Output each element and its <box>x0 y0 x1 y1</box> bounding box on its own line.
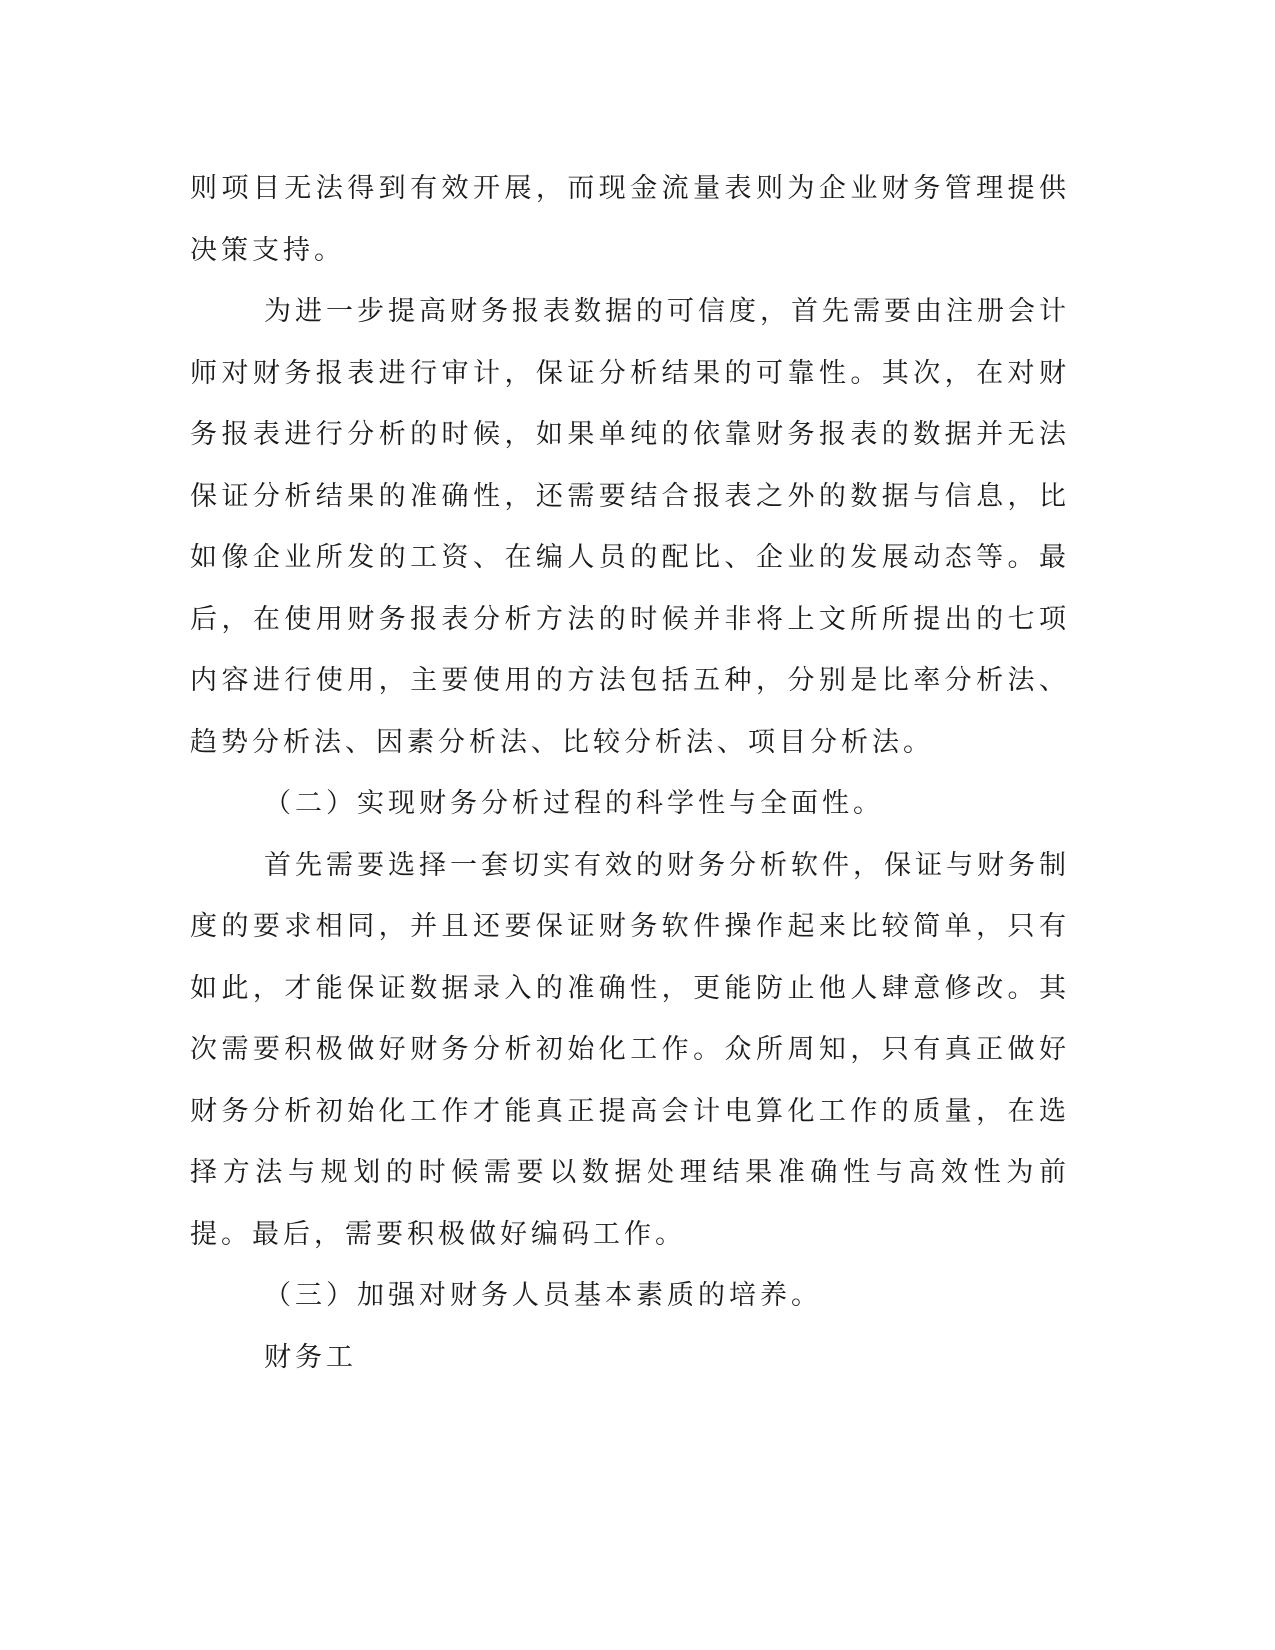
paragraph-analysis-software: 首先需要选择一套切实有效的财务分析软件，保证与财务制度的要求相同，并且还要保证财务软件操作起来比较简单，只有如此，才能保证数据录入的准确性，更能防止他人肆意修改。其次需要积极做好财务分析初始化工作。众所周知，只有真正做好财务分析初始化工作才能真正提高会计电算化工作的质量，在选择方法与规划的时候需要以数据处理结果准确性与高效性为前提。最后，需要积极做好编码工作。 <box>190 849 1070 1250</box>
paragraph-audit-reliability: 为进一步提高财务报表数据的可信度，首先需要由注册会计师对财务报表进行审计，保证分析结果的可靠性。其次，在对财务报表进行分析的时候，如果单纯的依靠财务报表的数据并无法保证分析结果的准确性，还需要结合报表之外的数据与信息，比如像企业所发的工资、在编人员的配比、企业的发展动态等。最后，在使用财务报表分析方法的时候并非将上文所所提出的七项内容进行使用，主要使用的方法包括五种，分别是比率分析法、趋势分析法、因素分析法、比较分析法、项目分析法。 <box>190 296 1070 758</box>
paragraph-continuation: 则项目无法得到有效开展，而现金流量表则为企业财务管理提供决策支持。 <box>190 173 1070 266</box>
section-heading-2: （二）实现财务分析过程的科学性与全面性。 <box>264 788 884 819</box>
document-body <box>190 158 1070 1388</box>
paragraph-truncated: 财务工 <box>264 1341 357 1373</box>
section-heading-3: （三）加强对财务人员基本素质的培养。 <box>264 1280 822 1311</box>
